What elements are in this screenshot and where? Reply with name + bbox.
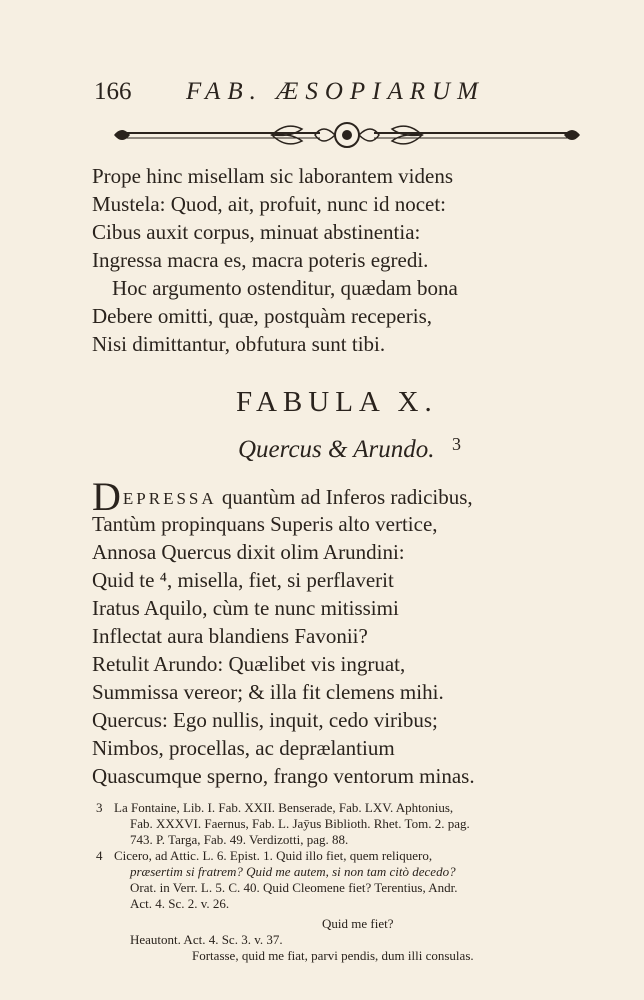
poem-line-5: Hoc argumento ostenditur, quædam bona [112, 276, 458, 300]
footnote-4-line-3: Orat. in Verr. L. 5. C. 40. Quid Cleomene fiet? Terentius, Andr. [130, 880, 458, 895]
page-number: 166 [94, 78, 132, 105]
footnote-3-number: 3 [96, 800, 103, 815]
running-title: FAB. ÆSOPIARUM [186, 78, 485, 105]
footnote-4-line-4: Act. 4. Sc. 2. v. 26. [130, 896, 230, 911]
poem-line-3: Cibus auxit corpus, minuat abstinentia: [92, 220, 421, 244]
footnote-3-line-1: 3 La Fontaine, Lib. I. Fab. XXII. Benserade, Fab. LXV. Aphtonius, [96, 800, 454, 815]
poem-line-6: Debere omitti, quæ, postquàm receperis, [92, 304, 432, 328]
poem-line-1: Prope hinc misellam sic laborantem videns [92, 164, 453, 188]
page-header [94, 78, 514, 112]
fabula-line-7: Retulit Arundo: Quælibet vis ingruat, [92, 652, 406, 676]
footnote-4-line-1: 4 Cicero, ad Attic. L. 6. Epist. 1. Quid illo fiet, quem reliquero, [96, 848, 433, 863]
fabula-line-3: Annosa Quercus dixit olim Arundini: [92, 540, 405, 564]
footnote-4-line-5: Quid me fiet? [322, 916, 394, 931]
poem-line-4: Ingressa macra es, macra poteris egredi. [92, 248, 429, 272]
ornament-divider-icon [112, 118, 582, 154]
fabula-line-2: Tantùm propinquans Superis alto vertice, [92, 512, 438, 536]
fabula-line-9: Quercus: Ego nullis, inquit, cedo viribus; [92, 708, 438, 732]
fabula-line-6: Inflectat aura blandiens Favonii? [92, 624, 368, 648]
fabula-heading: FABULA X. [236, 386, 438, 418]
footnote-ref-3: 3 [452, 434, 461, 454]
footnote-4-line-7: Fortasse, quid me fiat, parvi pendis, dum illi consulas. [192, 948, 474, 963]
poem-line-2: Mustela: Quod, ait, profuit, nunc id nocet: [92, 192, 447, 216]
poem-line-7: Nisi dimittantur, obfutura sunt tibi. [92, 332, 386, 356]
fabula-subtitle: Quercus & Arundo. [238, 436, 435, 463]
fabula-line-10: Nimbos, procellas, ac deprælantium [92, 736, 395, 760]
fabula-first-line [92, 474, 473, 519]
first-word-smallcaps: EPRESSA [122, 489, 217, 508]
fabula-line-5: Iratus Aquilo, cùm te nunc mitissimi [92, 596, 399, 620]
fabula-line-11: Quascumque sperno, frango ventorum minas. [92, 764, 475, 788]
first-line-text: quantùm ad Inferos radicibus, [216, 485, 473, 509]
fabula-line-4: Quid te ⁴, misella, fiet, si perflaverit [92, 568, 394, 592]
footnote-3-line-3: 743. P. Targa, Fab. 49. Verdizotti, pag. 88. [130, 832, 349, 847]
fabula-line-8: Summissa vereor; & illa fit clemens mihi. [92, 680, 444, 704]
footnote-4-line-6: Heautont. Act. 4. Sc. 3. v. 37. [130, 932, 283, 947]
footnote-4-number: 4 [96, 848, 103, 863]
drop-cap: D [92, 474, 121, 519]
footnote-4-line-2: præsertim si fratrem? Quid me autem, si non tam citò decedo? [130, 864, 456, 879]
footnote-3-line-2: Fab. XXXVI. Faernus, Fab. L. Jaȳus Biblioth. Rhet. Tom. 2. pag. [130, 816, 470, 831]
